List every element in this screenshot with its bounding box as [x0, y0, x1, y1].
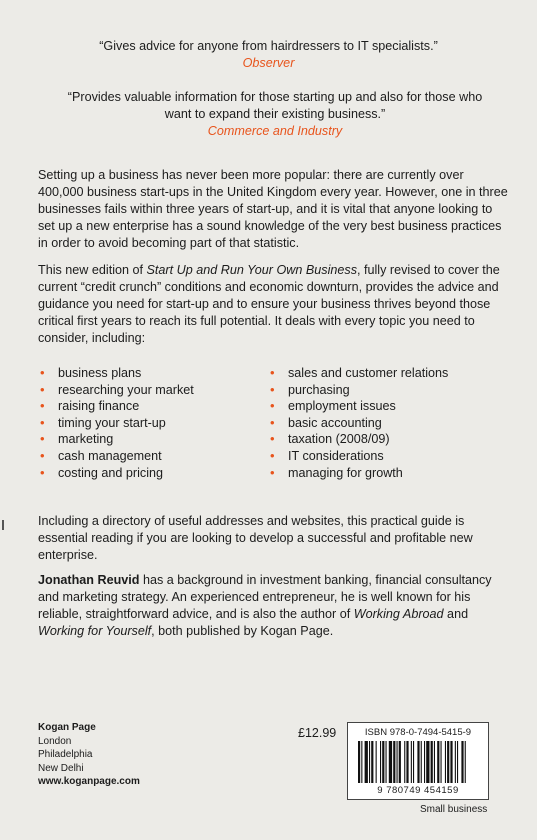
list-item: [268, 465, 448, 482]
barcode-bar: [411, 741, 412, 783]
quote-text: “Gives advice for anyone from hairdressers to IT specialists.”: [99, 39, 438, 53]
list-item-label: raising finance: [58, 399, 140, 414]
barcode-bar: [434, 741, 435, 783]
author-bio-text: , both published by Kogan Page.: [151, 624, 334, 638]
list-item: [38, 398, 194, 415]
barcode-bar: [404, 741, 405, 783]
barcode-bar: [397, 741, 398, 783]
list-item-label: purchasing: [288, 382, 350, 397]
quote-source: Commerce and Industry: [207, 124, 343, 138]
barcode-bar: [380, 741, 381, 783]
list-item-label: basic accounting: [288, 415, 382, 430]
edge-mark: [2, 520, 4, 530]
edition-text-start: This new edition of: [38, 263, 147, 277]
list-item-label: researching your market: [58, 382, 194, 397]
quote-source: Observer: [242, 56, 295, 70]
directory-paragraph: Including a directory of useful addresses and websites, this practical guide is essential reading if you are looking to develop a successful and profitable new enterprise.: [38, 514, 473, 562]
barcode-bar: [393, 741, 395, 783]
bullet-icon: •: [270, 464, 275, 480]
bullet-icon: •: [40, 464, 45, 480]
list-item: [38, 365, 194, 382]
topics-column-right: [268, 365, 448, 481]
bullet-icon: •: [270, 414, 275, 430]
list-item: [268, 365, 448, 382]
list-item: [268, 415, 448, 432]
publisher-city: Philadelphia: [38, 749, 93, 760]
bullet-icon: •: [270, 365, 275, 380]
category-label: Small business: [420, 804, 488, 815]
review-quote-2: [60, 89, 490, 140]
barcode-number: 9 780749 454159: [377, 785, 459, 796]
barcode-bar: [437, 741, 439, 783]
barcode-bar: [424, 741, 425, 783]
review-quote-1: [0, 38, 537, 72]
barcode-bar: [450, 741, 452, 783]
list-item-label: IT considerations: [288, 448, 384, 463]
barcode-bar: [376, 741, 377, 783]
bullet-icon: •: [270, 447, 275, 463]
barcode-bar: [465, 741, 466, 783]
barcode-bar: [369, 741, 370, 783]
publisher-block: [38, 721, 140, 789]
barcode-bar: [421, 741, 422, 783]
barcode-bar: [361, 741, 362, 783]
bullet-icon: •: [270, 431, 275, 447]
list-item-label: cash management: [58, 448, 162, 463]
author-book-title: Working Abroad: [353, 607, 444, 621]
quote-text: “Provides valuable information for those starting up and also for those who want to expand their existing business.”: [67, 90, 483, 121]
barcode-bar: [445, 741, 446, 783]
list-item: [38, 465, 194, 482]
barcode-bar: [431, 741, 433, 783]
barcode-bar: [406, 741, 408, 783]
list-item: [268, 398, 448, 415]
barcode-bar: [358, 741, 360, 783]
bullet-icon: •: [40, 381, 45, 397]
barcode-bar: [371, 741, 373, 783]
barcode-bar: [386, 741, 387, 783]
list-item: [38, 448, 194, 465]
list-item: [38, 415, 194, 432]
list-item-label: sales and customer relations: [288, 366, 449, 380]
author-name: Jonathan Reuvid: [38, 573, 140, 587]
edition-text-end: , fully revised to cover the current “credit crunch” conditions and economic downturn, provides the advice and guidance you need for start-up and to ensure your business thrives beyond those critical first years to reach its full potential. It deals with every topic you need to consider, including:: [38, 263, 500, 345]
list-item-label: timing your start-up: [58, 415, 166, 430]
list-item-label: taxation (2008/09): [288, 432, 390, 447]
barcode-bar: [426, 741, 429, 783]
publisher-website: www.koganpage.com: [38, 776, 140, 787]
barcode-bar: [447, 741, 449, 783]
list-item-label: business plans: [58, 366, 142, 380]
publisher-city: New Delhi: [38, 762, 84, 774]
list-item: [38, 431, 194, 448]
author-bio-text: and: [443, 607, 469, 621]
list-item-label: managing for growth: [288, 465, 403, 480]
barcode-bar: [457, 741, 458, 783]
list-item: [268, 382, 448, 399]
author-bio-text: has a background in investment banking, financial consultancy and marketing strategy. An experienced entrepreneur, he is well known for his reliable, straightforward advice, and is also the author of: [38, 573, 492, 621]
publisher-name: Kogan Page: [38, 722, 96, 733]
book-title: Start Up and Run Your Own Business: [146, 263, 357, 277]
bullet-icon: •: [40, 447, 45, 463]
barcode-bar: [455, 741, 456, 783]
edition-paragraph: [38, 262, 508, 347]
author-bio: [38, 572, 508, 640]
barcode-bar: [399, 741, 401, 783]
barcode-bar: [413, 741, 414, 783]
list-item-label: employment issues: [288, 399, 396, 414]
barcode-bar: [389, 741, 392, 783]
barcode-panel: [347, 722, 489, 800]
isbn-label: ISBN 978-0-7494-5415-9: [364, 727, 472, 738]
bullet-icon: •: [270, 398, 275, 414]
bullet-icon: •: [40, 431, 45, 447]
price-label: £12.99: [298, 726, 337, 740]
barcode-bar: [382, 741, 384, 783]
author-book-title: Working for Yourself: [38, 624, 152, 638]
barcode-bar: [441, 741, 442, 783]
bullet-icon: •: [270, 381, 275, 397]
bullet-icon: •: [40, 398, 45, 414]
barcode-bar: [417, 741, 419, 783]
list-item-label: costing and pricing: [58, 465, 164, 480]
list-item: [38, 382, 194, 399]
intro-paragraph: Setting up a business has never been more popular: there are currently over 400,000 business start-ups in the United Kingdom every year. However, one in three businesses fails within three years of start-up, and it is vital that anyone looking to set up a new enterprise has a sound knowledge of the very best business practices in order to avoid becoming part of that statistic.: [38, 168, 508, 250]
list-item-label: marketing: [58, 432, 114, 447]
barcode-bar: [365, 741, 368, 783]
topics-column-left: [38, 365, 194, 481]
bullet-icon: •: [40, 414, 45, 430]
list-item: [268, 431, 448, 448]
barcode-bar: [461, 741, 463, 783]
list-item: [268, 448, 448, 465]
bullet-icon: •: [40, 365, 45, 380]
publisher-city: London: [38, 735, 72, 747]
